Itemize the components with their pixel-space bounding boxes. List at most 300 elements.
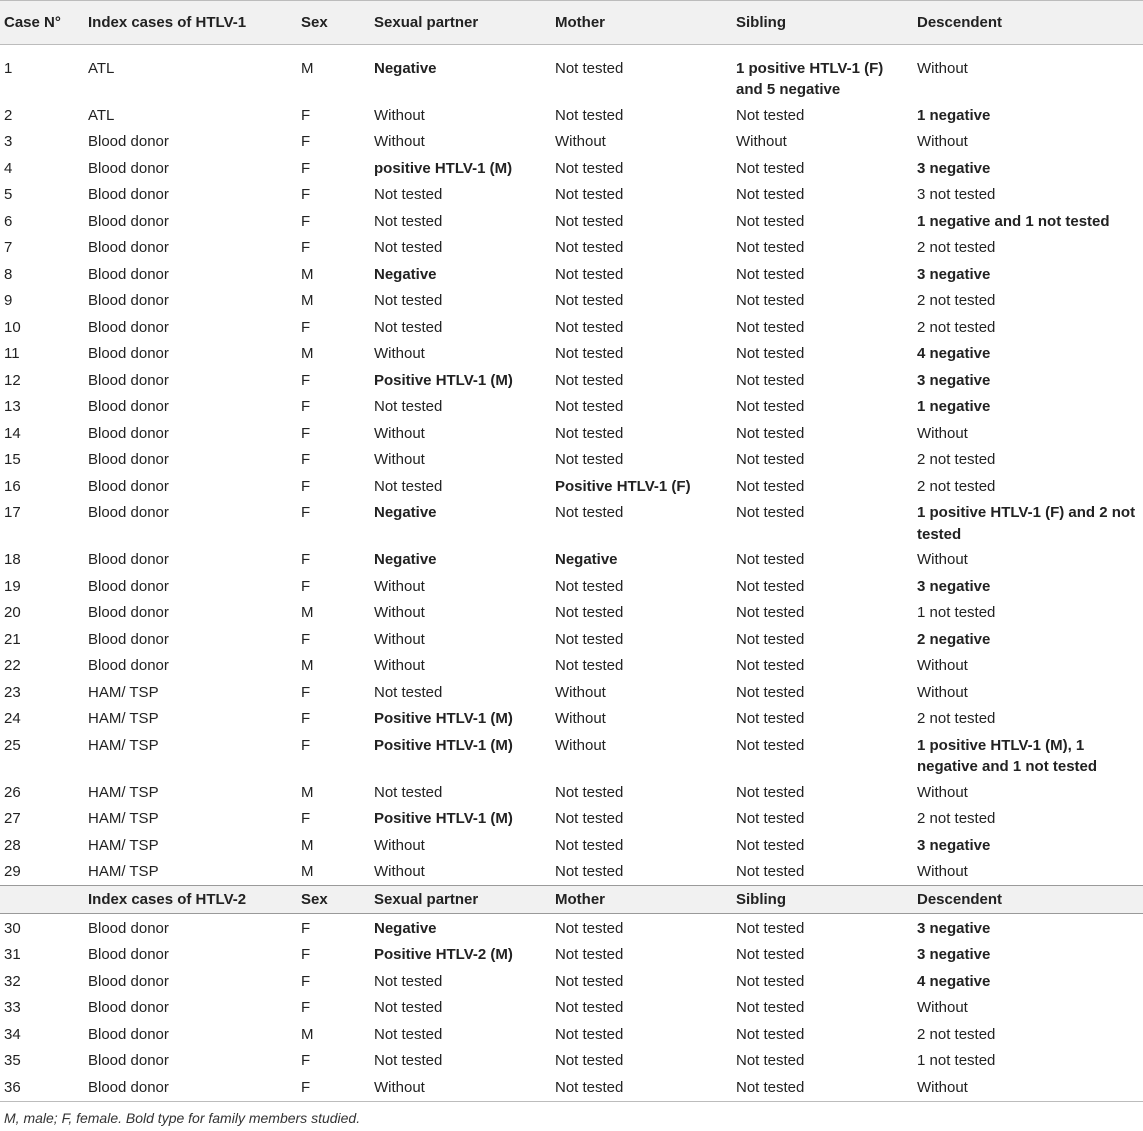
table-header [0,1,1143,45]
cell-mother: Without [555,736,606,754]
cell-case-number: 3 [4,133,13,150]
cell-index-case: HAM/ TSP [88,863,159,880]
header-case-number: Case N° [0,1,84,45]
cell-index-case: Blood donor [88,604,169,621]
table-row [0,341,1143,368]
table-row [0,288,1143,315]
cell-sex: F [297,1075,370,1102]
subheader-sex: Sex [297,886,370,914]
cell-sibling: Not tested [736,972,805,990]
cell-sexual-partner: Negative [374,265,437,283]
cell-sex: F [301,398,311,415]
cell-sexual-partner: positive HTLV-1 (M) [374,159,513,177]
cell-sibling: Not tested [736,630,805,648]
cell-descendent: 4 negative [917,972,991,990]
table-footnote: M, male; F, female. Bold type for family members studied. [4,1110,361,1126]
cell-descendent: Without [913,1075,1143,1102]
cell-sexual-partner: Not tested [374,477,443,495]
subheader-mother: Mother [551,886,732,914]
header-descendent: Descendent [913,1,1143,45]
cell-case-number: 5 [4,186,13,203]
cell-index-case: Blood donor [88,577,169,595]
cell-sexual-partner: Without [374,630,425,648]
cell-mother: Not tested [555,345,624,362]
table-row [0,500,1143,547]
cell-descendent: 2 not tested [917,451,996,468]
cell-mother: Without [555,710,606,727]
cell-sex: M [301,783,314,801]
cell-sex: M [301,657,314,674]
cell-sexual-partner: Not tested [374,212,443,230]
cell-sexual-partner: Without [374,604,425,621]
table-row [0,916,1143,943]
cell-case-number: 28 [4,836,21,854]
cell-descendent: Without [917,424,968,442]
header-sex: Sex [297,1,370,45]
cell-descendent: 1 positive HTLV-1 (F) and 2 not tested [917,504,1136,543]
table-row [0,182,1143,209]
cell-case-number: 31 [4,946,21,963]
table-row [0,235,1143,262]
cell-sexual-partner: Without [374,577,425,595]
cell-sibling: Not tested [736,999,805,1016]
cell-case-number: 35 [4,1052,21,1069]
cell-descendent: 2 not tested [917,1025,996,1043]
cell-mother: Not tested [555,604,624,621]
cell-mother: Not tested [555,212,624,230]
cell-descendent: 2 not tested [917,292,996,309]
cell-case-number: 15 [4,451,21,468]
cell-mother: Not tested [555,1025,624,1043]
subheader-index-cases: Index cases of HTLV-2 [84,886,297,914]
cell-descendent: 2 not tested [917,318,996,336]
cell-sibling: Not tested [736,836,805,854]
cell-index-case: ATL [88,59,115,77]
cell-sibling: Not tested [736,683,805,701]
table-row [0,209,1143,236]
cell-sex: F [301,999,311,1016]
cell-descendent: Without [917,783,968,801]
cell-descendent: Without [917,999,968,1016]
table-row [0,474,1143,501]
table-row [0,574,1143,601]
cell-sex: M [301,604,314,621]
cell-case-number: 26 [4,783,21,801]
cell-descendent: 3 negative [917,577,991,595]
cell-sexual-partner: Negative [374,551,437,568]
cell-descendent: Without [917,683,968,701]
table-row [0,995,1143,1022]
cell-sex: F [301,810,311,827]
cell-sex: F [301,630,311,648]
table-row [0,1048,1143,1075]
cell-mother: Not tested [555,265,624,283]
cell-index-case: HAM/ TSP [88,710,159,727]
cell-index-case: Blood donor [88,504,169,521]
cell-sex: F [301,577,311,595]
cell-mother: Not tested [551,1075,732,1102]
cell-descendent: 1 negative and 1 not tested [917,212,1110,230]
cell-sexual-partner: Not tested [374,1052,443,1069]
cell-mother: Not tested [555,863,624,880]
cell-index-case: Blood donor [88,999,169,1016]
cell-case-number: 21 [4,630,21,648]
cell-index-case: Blood donor [88,451,169,468]
cell-sexual-partner: Without [374,106,425,124]
cell-sex: F [301,683,311,701]
cell-sexual-partner: Not tested [374,1025,443,1043]
cell-index-case: Blood donor [84,1075,297,1102]
cell-descendent: 3 negative [917,946,991,963]
cell-sibling: Not tested [736,212,805,230]
cell-case-number: 7 [4,239,13,256]
cell-mother: Without [555,683,606,701]
cell-descendent: Without [917,863,968,880]
cell-sex: F [301,106,311,124]
header-mother: Mother [551,1,732,45]
cell-case-number: 14 [4,424,21,442]
cell-sibling: Not tested [736,186,805,203]
cell-index-case: Blood donor [88,657,169,674]
table-row [0,394,1143,421]
cell-index-case: Blood donor [88,292,169,309]
cell-descendent: 2 negative [917,630,991,648]
cell-mother: Not tested [555,371,624,389]
cell-mother: Not tested [555,239,624,256]
table-row [0,780,1143,807]
cell-case-number: 27 [4,810,21,827]
cell-case-number: 6 [4,212,13,230]
cell-sibling: Not tested [736,736,805,754]
table-row [0,653,1143,680]
cell-descendent: 2 not tested [917,239,996,256]
cell-sibling: Not tested [736,106,805,124]
cell-case-number: 34 [4,1025,21,1043]
cell-sex: F [301,972,311,990]
cell-sibling: Not tested [736,424,805,442]
cell-descendent: 1 negative [917,106,991,124]
cell-case-number: 20 [4,604,21,621]
table-row [0,56,1143,103]
cell-index-case: Blood donor [88,477,169,495]
cell-case-number: 33 [4,999,21,1016]
cell-sibling: Not tested [736,345,805,362]
cell-descendent: 3 negative [917,371,991,389]
cell-index-case: Blood donor [88,630,169,648]
cell-case-number: 4 [4,159,13,177]
cell-sibling: Not tested [736,863,805,880]
cell-index-case: ATL [88,106,115,124]
cell-index-case: Blood donor [88,1052,169,1069]
cell-mother: Not tested [555,630,624,648]
cell-index-case: Blood donor [88,919,169,937]
header-sibling: Sibling [732,1,913,45]
cell-sex: F [301,477,311,495]
cell-sexual-partner: Without [374,133,425,150]
cell-case-number: 32 [4,972,21,990]
table-row [0,859,1143,886]
cell-sex: F [301,551,311,568]
cell-sex: M [301,345,314,362]
cell-case-number: 12 [4,371,21,389]
cell-sexual-partner: Not tested [374,999,443,1016]
cell-sibling: Not tested [736,504,805,521]
cell-sex: M [301,863,314,880]
cell-case-number: 19 [4,577,21,595]
cell-index-case: Blood donor [88,424,169,442]
cell-sibling: Not tested [736,451,805,468]
cell-case-number: 9 [4,292,13,309]
cell-sibling: Not tested [732,1075,913,1102]
cell-case-number: 24 [4,710,21,727]
cell-sexual-partner: Without [374,863,425,880]
table-row [0,368,1143,395]
cell-sex: M [301,836,314,854]
cell-sex: M [301,265,314,283]
cell-sexual-partner: Positive HTLV-1 (M) [374,371,513,389]
cell-case-number: 10 [4,318,21,336]
cell-descendent: Without [917,59,968,77]
cell-case-number: 1 [4,59,13,77]
cell-sex: F [301,710,311,727]
cell-sex: F [301,133,311,150]
cell-index-case: HAM/ TSP [88,836,159,854]
cell-sibling: Not tested [736,398,805,415]
cell-index-case: Blood donor [88,318,169,336]
cell-sexual-partner: Negative [374,504,437,521]
cell-mother: Not tested [555,186,624,203]
header-index-cases: Index cases of HTLV-1 [84,1,297,45]
cell-mother: Not tested [555,783,624,801]
cell-case-number: 23 [4,683,21,701]
cell-sexual-partner: Negative [374,919,437,937]
cell-index-case: HAM/ TSP [88,736,159,754]
cell-case-number: 16 [4,477,21,495]
cell-descendent: Without [917,551,968,568]
cell-descendent: 3 negative [917,265,991,283]
cell-mother: Not tested [555,59,624,77]
cell-mother: Not tested [555,424,624,442]
cell-case-number: 30 [4,919,21,937]
cell-index-case: HAM/ TSP [88,783,159,801]
cell-mother: Not tested [555,106,624,124]
cell-sibling: Not tested [736,292,805,309]
cell-index-case: Blood donor [88,972,169,990]
cell-sibling: Not tested [736,371,805,389]
cell-descendent: 3 negative [917,159,991,177]
cell-sexual-partner: Positive HTLV-2 (M) [374,946,513,963]
table-row [0,315,1143,342]
cell-sibling: Not tested [736,318,805,336]
cell-descendent: 3 not tested [917,186,996,203]
table-row [0,833,1143,860]
cell-mother: Not tested [555,318,624,336]
cell-case-number: 36 [0,1075,84,1102]
cell-sibling: Not tested [736,810,805,827]
cell-sex: F [301,946,311,963]
cell-sexual-partner: Without [374,657,425,674]
table-row [0,1022,1143,1049]
cell-case-number: 25 [4,736,21,754]
cell-sexual-partner: Without [374,836,425,854]
table-row [0,547,1143,574]
cell-mother: Not tested [555,1052,624,1069]
cell-descendent: 2 not tested [917,810,996,827]
cell-mother: Not tested [555,292,624,309]
cell-index-case: Blood donor [88,239,169,256]
cell-mother: Not tested [555,657,624,674]
cell-sex: F [301,371,311,389]
cell-sexual-partner: Without [374,424,425,442]
cell-descendent: 1 positive HTLV-1 (M), 1 negative and 1 not tested [917,736,1098,775]
cell-mother: Not tested [555,919,624,937]
cell-case-number: 22 [4,657,21,674]
cell-sexual-partner: Without [370,1075,551,1102]
table-body [0,45,1143,1102]
cell-index-case: Blood donor [88,186,169,203]
cell-sexual-partner: Not tested [374,186,443,203]
cell-sexual-partner: Not tested [374,292,443,309]
cell-sibling: Not tested [736,477,805,495]
cell-sex: F [301,239,311,256]
cell-case-number: 2 [4,106,13,124]
cell-descendent: 1 not tested [917,604,996,621]
cell-descendent: 3 negative [917,836,991,854]
cell-sibling: Not tested [736,551,805,568]
table-row [0,733,1143,780]
cell-sex: M [301,59,314,77]
cell-sibling: Not tested [736,657,805,674]
cell-index-case: HAM/ TSP [88,810,159,827]
cell-sex: F [301,736,311,754]
cell-sex: F [301,451,311,468]
cell-sibling: Not tested [736,239,805,256]
cell-sex: F [301,318,311,336]
cell-mother: Not tested [555,504,624,521]
cell-sex: F [301,919,311,937]
cell-sexual-partner: Not tested [374,398,443,415]
table-row [0,600,1143,627]
cell-mother: Not tested [555,159,624,177]
cell-sibling: Not tested [736,265,805,283]
cell-descendent: 1 not tested [917,1052,996,1069]
cell-index-case: Blood donor [88,133,169,150]
cell-mother: Not tested [555,398,624,415]
cell-sibling: Not tested [736,604,805,621]
cell-sibling: Not tested [736,783,805,801]
cell-sex: M [301,292,314,309]
cell-sex: M [301,1025,314,1043]
cell-mother: Not tested [555,999,624,1016]
table-row [0,103,1143,130]
cell-sibling: Not tested [736,946,805,963]
table-row [0,806,1143,833]
cell-descendent: Without [917,657,968,674]
cell-sexual-partner: Without [374,451,425,468]
cell-index-case: Blood donor [88,345,169,362]
cell-sibling: 1 positive HTLV-1 (F) and 5 negative [736,59,884,98]
cell-sexual-partner: Not tested [374,783,443,801]
table-row [0,421,1143,448]
table-row [0,969,1143,996]
cell-index-case: Blood donor [88,212,169,230]
cell-index-case: Blood donor [88,1025,169,1043]
cell-descendent: 1 negative [917,398,991,415]
cell-descendent: Without [917,133,968,150]
subheader-sexual-partner: Sexual partner [370,886,551,914]
cell-index-case: Blood donor [88,371,169,389]
cell-sibling: Not tested [736,1025,805,1043]
table-row [0,129,1143,156]
table-row [0,262,1143,289]
table-row [0,680,1143,707]
cell-mother: Not tested [555,810,624,827]
table-row [0,156,1143,183]
table-subheader-htlv2 [0,886,1143,914]
cell-sex: F [301,186,311,203]
cell-descendent: 2 not tested [917,477,996,495]
cell-sibling: Not tested [736,577,805,595]
cell-case-number: 8 [4,265,13,283]
table-row [0,1075,1143,1102]
cell-sexual-partner: Positive HTLV-1 (M) [374,736,513,754]
cell-case-number: 17 [4,504,21,521]
subheader-descendent: Descendent [913,886,1143,914]
cell-mother: Without [555,133,606,150]
cell-sexual-partner: Not tested [374,972,443,990]
subheader-blank [0,886,84,914]
cell-index-case: Blood donor [88,946,169,963]
header-sexual-partner: Sexual partner [370,1,551,45]
cell-sexual-partner: Not tested [374,683,443,701]
cell-index-case: Blood donor [88,159,169,177]
cell-sexual-partner: Negative [374,59,437,77]
cell-case-number: 29 [4,863,21,880]
cell-index-case: Blood donor [88,265,169,283]
cell-index-case: HAM/ TSP [88,683,159,701]
cell-mother: Not tested [555,577,624,595]
table-row [0,447,1143,474]
cell-sibling: Without [736,133,787,150]
cell-descendent: 2 not tested [917,710,996,727]
cell-sibling: Not tested [736,919,805,937]
table-row [0,706,1143,733]
cell-mother: Negative [555,551,618,568]
cell-index-case: Blood donor [88,551,169,568]
cell-index-case: Blood donor [88,398,169,415]
cell-sex: F [301,1052,311,1069]
cell-descendent: 3 negative [917,919,991,937]
cell-sexual-partner: Positive HTLV-1 (M) [374,810,513,827]
cell-sibling: Not tested [736,1052,805,1069]
cell-mother: Not tested [555,451,624,468]
table-row [0,627,1143,654]
table-row [0,942,1143,969]
cell-mother: Not tested [555,972,624,990]
cell-sexual-partner: Positive HTLV-1 (M) [374,710,513,727]
cell-mother: Not tested [555,836,624,854]
cell-sexual-partner: Without [374,345,425,362]
cell-mother: Positive HTLV-1 (F) [555,477,691,495]
cell-descendent: 4 negative [917,345,991,362]
cell-sexual-partner: Not tested [374,318,443,336]
cell-case-number: 18 [4,551,21,568]
cell-sibling: Not tested [736,710,805,727]
cell-case-number: 11 [4,345,20,362]
cell-sex: F [301,159,311,177]
cell-sex: F [301,424,311,442]
cell-mother: Not tested [555,946,624,963]
